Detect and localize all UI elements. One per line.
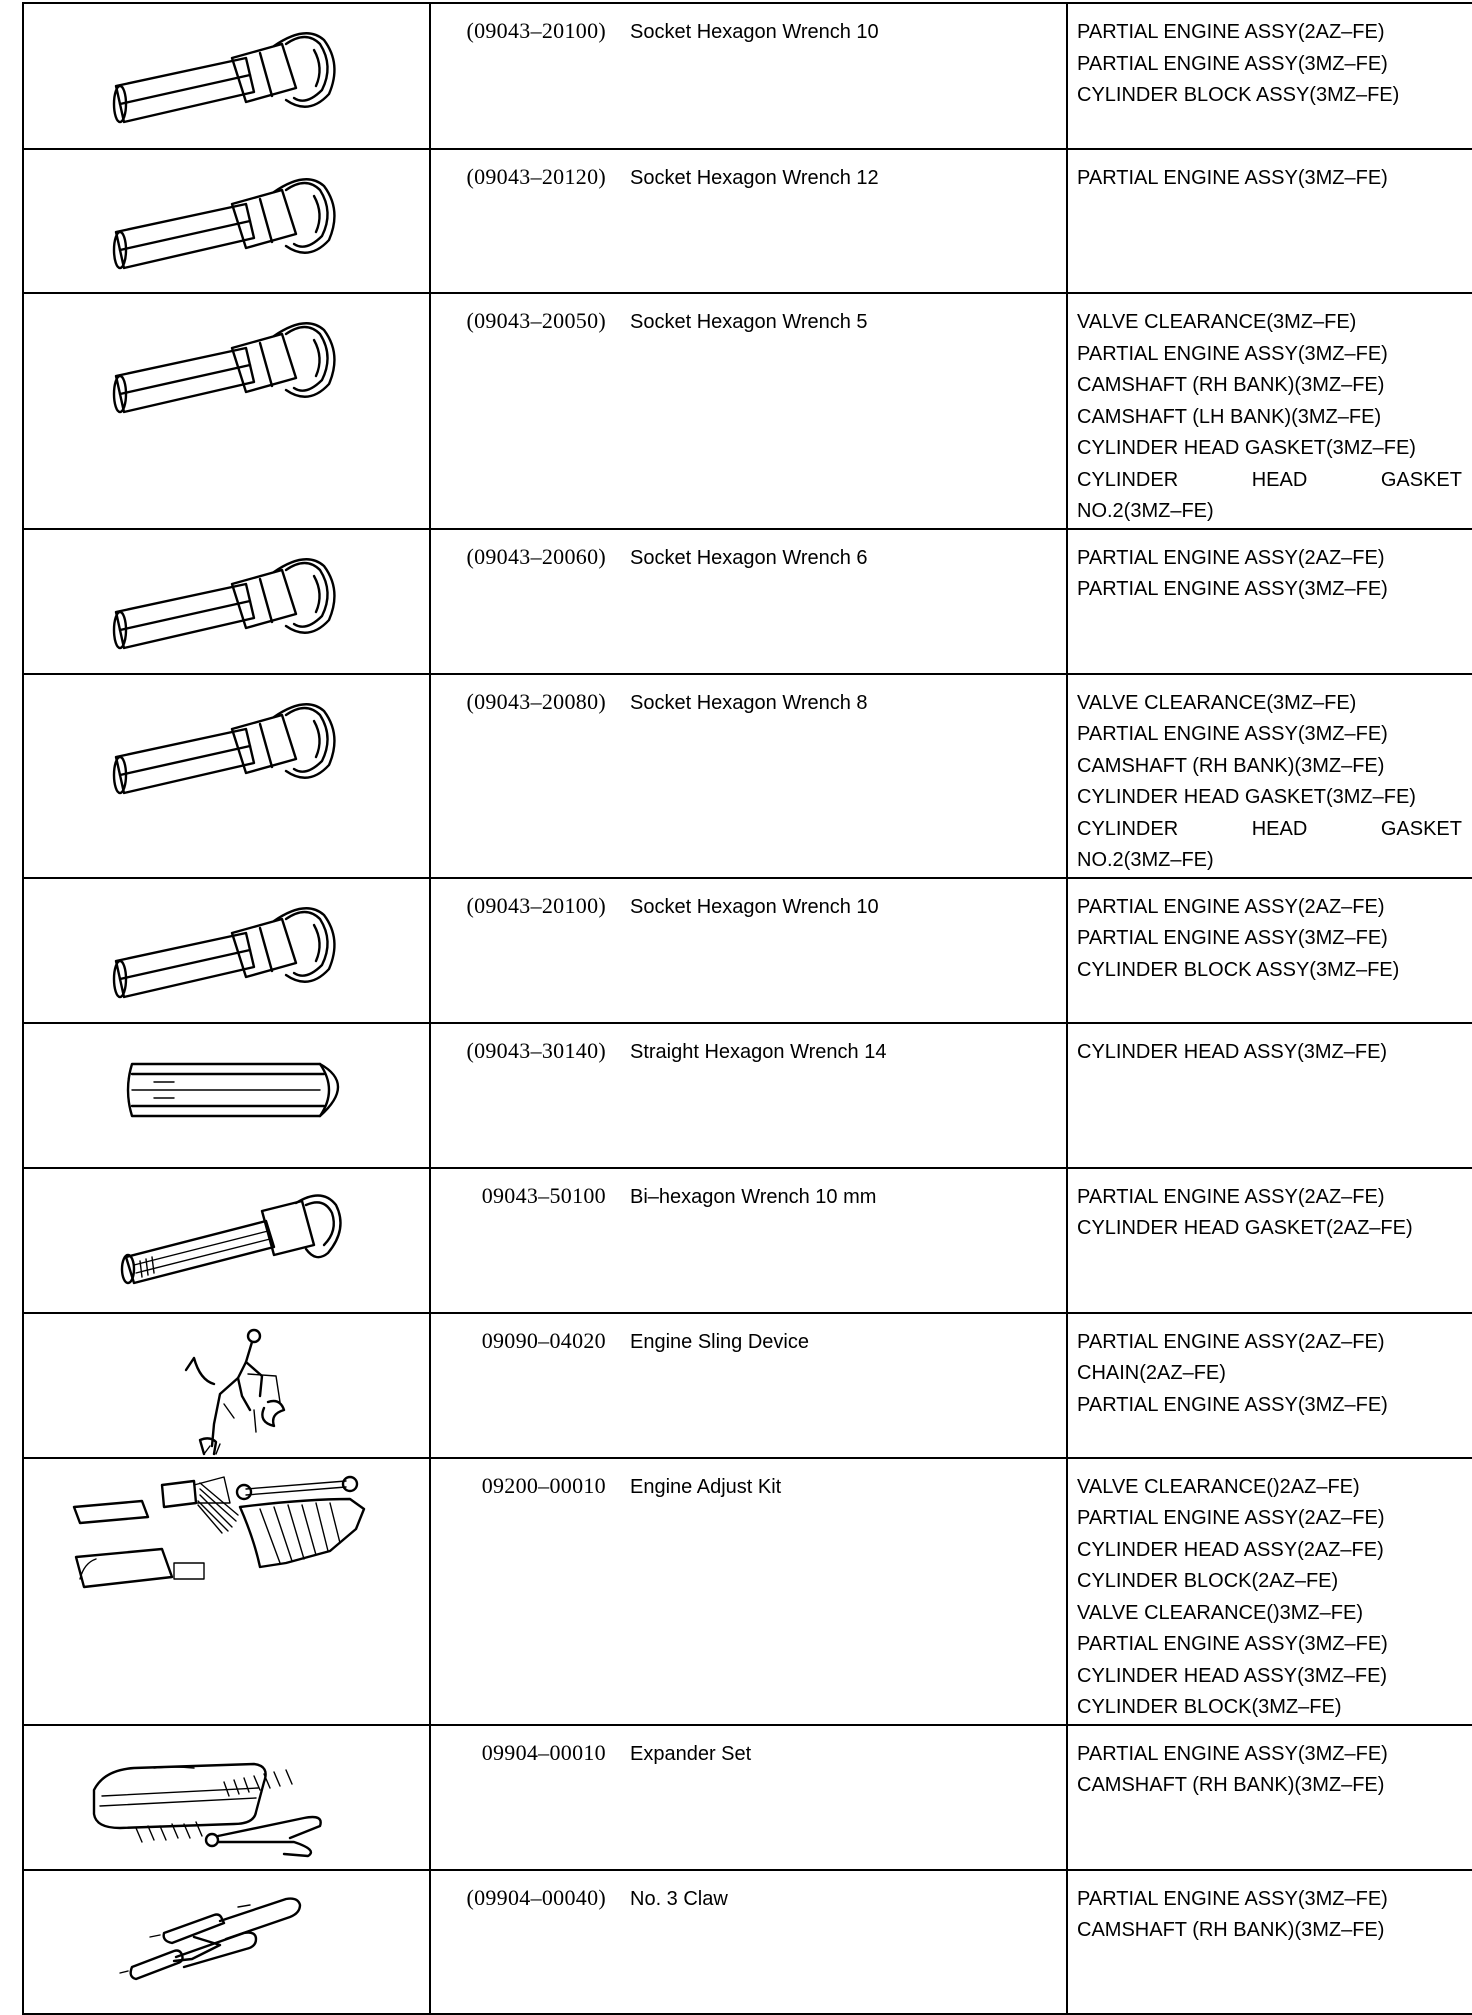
tool-illustration-cell [23, 1023, 430, 1168]
application-item: CHAIN(2AZ–FE) [1077, 1362, 1226, 1384]
application-item: CYLINDER HEAD GASKET [1077, 817, 1462, 840]
tool-applications-cell [1067, 3, 1472, 149]
tool-description-cell [430, 293, 1067, 529]
tool-description-cell [430, 1313, 1067, 1458]
tool-name: No. 3 Claw [630, 1887, 728, 1910]
application-item: CYLINDER HEAD ASSY(3MZ–FE) [1077, 1040, 1388, 1063]
application-item: CYLINDER HEAD GASKET(3MZ–FE) [1077, 437, 1416, 459]
application-item: PARTIAL ENGINE ASSY(3MZ–FE) [1077, 1393, 1388, 1416]
application-item: CYLINDER HEAD ASSY(3MZ–FE) [1077, 1664, 1388, 1687]
tool-applications-cell [1067, 529, 1472, 674]
application-item: PARTIAL ENGINE ASSY(2AZ–FE) [1077, 1330, 1385, 1353]
application-item: CYLINDER HEAD ASSY(2AZ–FE) [1077, 1538, 1384, 1561]
tool-name: Straight Hexagon Wrench 14 [630, 1040, 887, 1063]
application-item: PARTIAL ENGINE ASSY(3MZ–FE) [1077, 723, 1388, 745]
tool-name: Engine Sling Device [630, 1330, 809, 1353]
application-item: VALVE CLEARANCE()3MZ–FE) [1077, 1601, 1363, 1624]
application-item: PARTIAL ENGINE ASSY(3MZ–FE) [1077, 342, 1388, 365]
application-item: PARTIAL ENGINE ASSY(2AZ–FE) [1077, 895, 1385, 918]
tool-applications-cell [1067, 878, 1472, 1023]
tool-illustration-cell [23, 293, 430, 529]
tool-row [23, 1458, 1472, 1725]
application-item: CYLINDER HEAD GASKET(2AZ–FE) [1077, 1217, 1413, 1239]
tool-illustration-cell [23, 3, 430, 149]
application-item: CYLINDER HEAD GASKET [1077, 468, 1462, 491]
tool-illustration-cell [23, 1458, 430, 1725]
engine-adjust-kit-icon [24, 1459, 424, 1721]
tool-row [23, 1168, 1472, 1313]
tool-row [23, 878, 1472, 1023]
tool-applications-cell [1067, 674, 1472, 878]
tool-applications-cell [1067, 1023, 1472, 1168]
tool-row [23, 149, 1472, 293]
part-number: (09904–00040) [466, 1884, 606, 1910]
tool-row [23, 293, 1472, 529]
application-item: NO.2(3MZ–FE) [1077, 849, 1214, 871]
application-item: PARTIAL ENGINE ASSY(3MZ–FE) [1077, 927, 1388, 949]
tool-name: Expander Set [630, 1742, 752, 1765]
tool-name: Socket Hexagon Wrench 8 [630, 691, 868, 714]
tool-applications-cell [1067, 1168, 1472, 1313]
special-tools-table [22, 2, 1472, 2015]
application-item: CAMSHAFT (LH BANK)(3MZ–FE) [1077, 405, 1382, 428]
tool-description-cell [430, 3, 1067, 149]
socket-hex-wrench-icon [24, 4, 424, 148]
tool-name: Socket Hexagon Wrench 10 [630, 21, 879, 43]
application-item: CYLINDER BLOCK(2AZ–FE) [1077, 1570, 1339, 1592]
tool-illustration-cell [23, 1168, 430, 1313]
part-number: (09043–30140) [466, 1037, 606, 1063]
application-item: CYLINDER BLOCK ASSY(3MZ–FE) [1077, 84, 1400, 106]
tool-row [23, 529, 1472, 674]
tool-description-cell [430, 878, 1067, 1023]
tool-row [23, 3, 1472, 149]
tool-applications-cell [1067, 293, 1472, 529]
socket-hex-wrench-icon [24, 294, 424, 524]
tool-description-cell [430, 1458, 1067, 1725]
part-number: (09043–20100) [466, 18, 606, 43]
application-item: PARTIAL ENGINE ASSY(3MZ–FE) [1077, 1633, 1388, 1655]
tool-row [23, 1725, 1472, 1870]
part-number: 09200–00010 [481, 1472, 606, 1498]
application-item: CYLINDER BLOCK ASSY(3MZ–FE) [1077, 958, 1400, 981]
tool-row [23, 1870, 1472, 2014]
engine-sling-icon [24, 1314, 424, 1457]
tool-applications-cell [1067, 1313, 1472, 1458]
part-number: (09043–20080) [466, 688, 606, 714]
application-item: PARTIAL ENGINE ASSY(3MZ–FE) [1077, 578, 1388, 600]
application-item: CAMSHAFT (RH BANK)(3MZ–FE) [1077, 1774, 1385, 1796]
tool-row [23, 674, 1472, 878]
socket-hex-wrench-icon [24, 530, 424, 673]
tool-name: Socket Hexagon Wrench 12 [630, 167, 879, 189]
application-item: CAMSHAFT (RH BANK)(3MZ–FE) [1077, 754, 1385, 777]
tool-illustration-cell [23, 1870, 430, 2014]
part-number: 09090–04020 [481, 1327, 606, 1353]
socket-hex-wrench-icon [24, 150, 424, 292]
part-number: 09904–00010 [481, 1739, 606, 1765]
tool-description-cell [430, 674, 1067, 878]
tool-applications-cell [1067, 1725, 1472, 1870]
tool-applications-cell [1067, 1870, 1472, 2014]
application-item: VALVE CLEARANCE(3MZ–FE) [1077, 311, 1357, 333]
tool-description-cell [430, 529, 1067, 674]
tool-description-cell [430, 1725, 1067, 1870]
application-item: CYLINDER BLOCK(3MZ–FE) [1077, 1696, 1342, 1718]
application-item: CAMSHAFT (RH BANK)(3MZ–FE) [1077, 374, 1385, 396]
tool-description-cell [430, 1023, 1067, 1168]
application-item: PARTIAL ENGINE ASSY(2AZ–FE) [1077, 1507, 1385, 1529]
application-item: PARTIAL ENGINE ASSY(3MZ–FE) [1077, 1742, 1388, 1765]
claw-icon [24, 1871, 424, 2013]
tool-name: Engine Adjust Kit [630, 1475, 782, 1498]
part-number: (09043–20060) [466, 543, 606, 569]
application-item: NO.2(3MZ–FE) [1077, 500, 1214, 522]
application-item: VALVE CLEARANCE(3MZ–FE) [1077, 691, 1357, 714]
application-item: PARTIAL ENGINE ASSY(2AZ–FE) [1077, 546, 1385, 569]
tool-row [23, 1313, 1472, 1458]
tool-illustration-cell [23, 529, 430, 674]
tool-name: Bi–hexagon Wrench 10 mm [630, 1185, 877, 1208]
application-item: PARTIAL ENGINE ASSY(2AZ–FE) [1077, 21, 1385, 43]
application-item: VALVE CLEARANCE()2AZ–FE) [1077, 1475, 1360, 1498]
tool-description-cell [430, 149, 1067, 293]
bi-hex-wrench-icon [24, 1169, 424, 1312]
application-item: CAMSHAFT (RH BANK)(3MZ–FE) [1077, 1919, 1385, 1941]
application-item: PARTIAL ENGINE ASSY(3MZ–FE) [1077, 52, 1388, 75]
part-number: 09043–50100 [481, 1182, 606, 1208]
tool-description-cell [430, 1168, 1067, 1313]
part-number: (09043–20100) [466, 892, 606, 918]
tool-name: Socket Hexagon Wrench 5 [630, 311, 868, 333]
tool-name: Socket Hexagon Wrench 10 [630, 895, 879, 918]
expander-set-icon [24, 1726, 424, 1869]
application-item: PARTIAL ENGINE ASSY(3MZ–FE) [1077, 167, 1388, 189]
tool-illustration-cell [23, 1725, 430, 1870]
socket-hex-wrench-icon [24, 675, 424, 874]
tool-applications-cell [1067, 1458, 1472, 1725]
part-number: (09043–20050) [466, 308, 606, 333]
tool-illustration-cell [23, 1313, 430, 1458]
tool-illustration-cell [23, 149, 430, 293]
application-item: CYLINDER HEAD GASKET(3MZ–FE) [1077, 786, 1416, 808]
tool-applications-cell [1067, 149, 1472, 293]
tool-name: Socket Hexagon Wrench 6 [630, 546, 868, 569]
tool-illustration-cell [23, 674, 430, 878]
part-number: (09043–20120) [466, 164, 606, 189]
socket-hex-wrench-icon [24, 879, 424, 1022]
tool-row [23, 1023, 1472, 1168]
application-item: PARTIAL ENGINE ASSY(3MZ–FE) [1077, 1887, 1388, 1910]
tool-illustration-cell [23, 878, 430, 1023]
application-item: PARTIAL ENGINE ASSY(2AZ–FE) [1077, 1185, 1385, 1208]
straight-hex-wrench-icon [24, 1024, 424, 1167]
tool-description-cell [430, 1870, 1067, 2014]
